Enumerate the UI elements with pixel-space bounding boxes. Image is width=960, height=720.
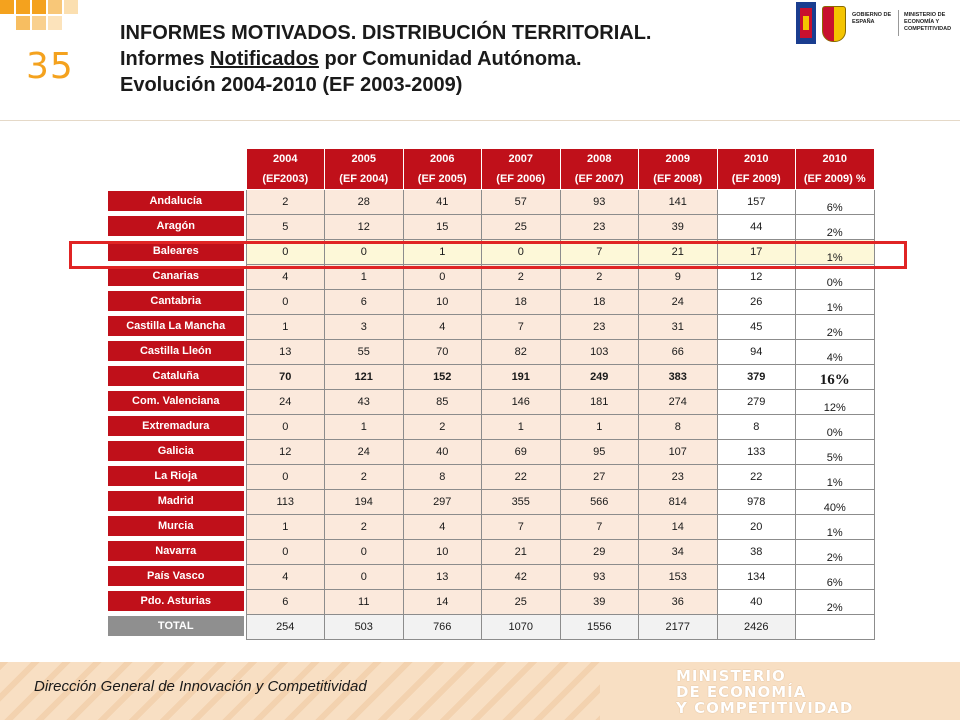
row-label-cell: [106, 615, 246, 640]
value-cell: 25: [482, 590, 561, 615]
value-cell: 0: [246, 540, 325, 565]
row-label: Murcia: [108, 516, 244, 538]
value-cell: 22: [482, 465, 561, 490]
value-cell: 194: [325, 490, 404, 515]
value-cell: 9: [639, 265, 718, 290]
row-label-cell: [106, 190, 246, 215]
percent-cell: 2%: [796, 215, 875, 240]
row-label-cell: [106, 490, 246, 515]
flag-icon: [796, 2, 816, 44]
row-label-cell: [106, 540, 246, 565]
value-cell: 0: [246, 290, 325, 315]
row-label: Baleares: [108, 241, 244, 263]
value-cell: 3: [325, 315, 404, 340]
data-table: [106, 148, 875, 640]
row-label-cell: [106, 415, 246, 440]
value-cell: 0: [482, 240, 561, 265]
value-cell: 39: [560, 590, 639, 615]
value-cell: 11: [325, 590, 404, 615]
percent-cell: 12%: [796, 390, 875, 415]
table-row: [106, 540, 874, 565]
logo-separator: [898, 10, 899, 36]
column-header-sub: (EF 2009) %: [803, 173, 866, 185]
row-label-cell: [106, 515, 246, 540]
value-cell: 36: [639, 590, 718, 615]
title-line-2: [120, 46, 780, 72]
value-2010-cell: 94: [717, 340, 796, 365]
title-line-1: INFORMES MOTIVADOS. DISTRIBUCIÓN TERRITORIAL.: [120, 22, 652, 44]
value-cell: 4: [403, 515, 482, 540]
table-row: [106, 415, 874, 440]
value-cell: 1: [482, 415, 561, 440]
row-label-cell: [106, 315, 246, 340]
row-label-cell: [106, 440, 246, 465]
value-2010-cell: 44: [717, 215, 796, 240]
value-cell: 69: [482, 440, 561, 465]
table-row: [106, 315, 874, 340]
column-header-year: 2009: [665, 153, 690, 165]
value-cell: 766: [403, 615, 482, 640]
value-cell: 2: [325, 515, 404, 540]
column-header-sub: (EF 2008): [653, 173, 703, 185]
value-cell: 25: [482, 215, 561, 240]
value-cell: 1: [403, 240, 482, 265]
value-cell: 181: [560, 390, 639, 415]
row-label: País Vasco: [108, 566, 244, 588]
value-cell: 21: [482, 540, 561, 565]
value-2010-cell: 279: [717, 390, 796, 415]
value-cell: 95: [560, 440, 639, 465]
percent-cell: 1%: [796, 290, 875, 315]
value-cell: 28: [325, 190, 404, 215]
row-label-cell: [106, 565, 246, 590]
table-row: [106, 365, 874, 390]
value-cell: 0: [246, 240, 325, 265]
table-row: [106, 215, 874, 240]
percent-cell: [796, 615, 875, 640]
footer-text: Dirección General de Innovación y Competitividad: [34, 678, 367, 695]
value-2010-cell: 45: [717, 315, 796, 340]
row-label: La Rioja: [108, 466, 244, 488]
row-label-cell: [106, 215, 246, 240]
value-cell: 12: [325, 215, 404, 240]
value-2010-cell: 379: [717, 365, 796, 390]
value-cell: 1070: [482, 615, 561, 640]
title-line-3: Evolución 2004-2010 (EF 2003-2009): [120, 74, 463, 96]
column-header-sub: (EF 2005): [417, 173, 467, 185]
value-cell: 93: [560, 565, 639, 590]
row-label: Canarias: [108, 266, 244, 288]
value-2010-cell: 17: [717, 240, 796, 265]
value-cell: 4: [246, 565, 325, 590]
value-cell: 18: [482, 290, 561, 315]
table-row: [106, 465, 874, 490]
value-cell: 6: [325, 290, 404, 315]
value-cell: 7: [560, 515, 639, 540]
ministry-logo-text: MINISTERIO DE ECONOMÍA Y COMPETITIVIDAD: [904, 12, 952, 32]
value-cell: 2: [325, 465, 404, 490]
column-header: [325, 149, 404, 190]
row-label-cell: [106, 390, 246, 415]
header-blank-cell: [106, 149, 246, 190]
value-cell: 23: [639, 465, 718, 490]
value-cell: 23: [560, 315, 639, 340]
table-row: [106, 190, 874, 215]
table-header-row: [106, 149, 874, 190]
value-cell: 8: [403, 465, 482, 490]
percent-cell: 2%: [796, 315, 875, 340]
table-row: [106, 290, 874, 315]
footer: [0, 662, 960, 720]
value-cell: 8: [639, 415, 718, 440]
percent-cell: 5%: [796, 440, 875, 465]
footer-ministry-line-3: Y COMPETITIVIDAD: [676, 699, 854, 717]
table-row: [106, 590, 874, 615]
column-header: [403, 149, 482, 190]
percent-cell: 6%: [796, 190, 875, 215]
value-cell: 93: [560, 190, 639, 215]
value-cell: 113: [246, 490, 325, 515]
value-cell: 1: [560, 415, 639, 440]
value-cell: 0: [325, 565, 404, 590]
column-header: [796, 149, 875, 190]
table-row: [106, 490, 874, 515]
row-label-cell: [106, 365, 246, 390]
value-cell: 2: [560, 265, 639, 290]
value-cell: 503: [325, 615, 404, 640]
value-2010-cell: 38: [717, 540, 796, 565]
value-cell: 55: [325, 340, 404, 365]
table-row: [106, 240, 874, 265]
percent-cell: 1%: [796, 240, 875, 265]
column-header-sub: (EF2003): [262, 173, 309, 185]
value-cell: 355: [482, 490, 561, 515]
value-2010-cell: 22: [717, 465, 796, 490]
value-cell: 18: [560, 290, 639, 315]
value-cell: 7: [560, 240, 639, 265]
value-cell: 1: [246, 515, 325, 540]
percent-cell: 6%: [796, 565, 875, 590]
value-2010-cell: 133: [717, 440, 796, 465]
table-row: [106, 265, 874, 290]
value-cell: 2177: [639, 615, 718, 640]
value-cell: 566: [560, 490, 639, 515]
value-cell: 27: [560, 465, 639, 490]
table-row: [106, 515, 874, 540]
value-cell: 4: [246, 265, 325, 290]
value-cell: 41: [403, 190, 482, 215]
value-cell: 153: [639, 565, 718, 590]
value-cell: 29: [560, 540, 639, 565]
percent-cell: 0%: [796, 265, 875, 290]
value-cell: 42: [482, 565, 561, 590]
value-cell: 2: [482, 265, 561, 290]
value-cell: 7: [482, 315, 561, 340]
value-cell: 249: [560, 365, 639, 390]
value-cell: 31: [639, 315, 718, 340]
value-cell: 24: [325, 440, 404, 465]
row-label: Andalucía: [108, 191, 244, 213]
value-cell: 70: [403, 340, 482, 365]
value-cell: 191: [482, 365, 561, 390]
value-cell: 146: [482, 390, 561, 415]
title-line-2-underlined: Notificados: [210, 48, 319, 70]
value-2010-cell: 2426: [717, 615, 796, 640]
slide-title: [120, 20, 780, 98]
column-header-year: 2010: [744, 153, 769, 165]
column-header: [246, 149, 325, 190]
row-label: Castilla Lleón: [108, 341, 244, 363]
column-header-sub: (EF 2009): [731, 173, 781, 185]
value-cell: 0: [246, 465, 325, 490]
value-cell: 85: [403, 390, 482, 415]
value-cell: 814: [639, 490, 718, 515]
value-cell: 1: [246, 315, 325, 340]
row-label-cell: [106, 340, 246, 365]
row-label: Castilla La Mancha: [108, 316, 244, 338]
column-header-year: 2007: [508, 153, 533, 165]
header-divider: [0, 120, 960, 121]
table-row: [106, 390, 874, 415]
value-2010-cell: 134: [717, 565, 796, 590]
row-label-cell: [106, 465, 246, 490]
percent-cell: 40%: [796, 490, 875, 515]
row-label: Galicia: [108, 441, 244, 463]
value-cell: 34: [639, 540, 718, 565]
value-cell: 70: [246, 365, 325, 390]
value-cell: 39: [639, 215, 718, 240]
value-cell: 254: [246, 615, 325, 640]
value-cell: 383: [639, 365, 718, 390]
footer-ministry-logo: [676, 668, 853, 716]
value-cell: 1556: [560, 615, 639, 640]
value-2010-cell: 40: [717, 590, 796, 615]
value-cell: 2: [403, 415, 482, 440]
value-cell: 14: [403, 590, 482, 615]
column-header-year: 2008: [587, 153, 612, 165]
column-header: [482, 149, 561, 190]
table-row: [106, 565, 874, 590]
value-2010-cell: 12: [717, 265, 796, 290]
percent-cell: 2%: [796, 540, 875, 565]
percent-cell: 1%: [796, 515, 875, 540]
value-cell: 21: [639, 240, 718, 265]
value-cell: 121: [325, 365, 404, 390]
row-label: Aragón: [108, 216, 244, 238]
value-cell: 2: [246, 190, 325, 215]
percent-cell: 4%: [796, 340, 875, 365]
footer-ministry-line-2: DE ECONOMÍA: [676, 683, 807, 701]
row-label: Cataluña: [108, 366, 244, 388]
value-cell: 10: [403, 540, 482, 565]
row-label-cell: [106, 240, 246, 265]
value-2010-cell: 20: [717, 515, 796, 540]
row-label: Extremadura: [108, 416, 244, 438]
column-header-sub: (EF 2007): [574, 173, 624, 185]
value-cell: 152: [403, 365, 482, 390]
value-cell: 7: [482, 515, 561, 540]
value-cell: 4: [403, 315, 482, 340]
column-header-year: 2005: [351, 153, 376, 165]
value-cell: 12: [246, 440, 325, 465]
value-cell: 43: [325, 390, 404, 415]
row-label: Cantabria: [108, 291, 244, 313]
row-label: Madrid: [108, 491, 244, 513]
value-cell: 5: [246, 215, 325, 240]
government-logo: [796, 2, 956, 44]
value-2010-cell: 978: [717, 490, 796, 515]
title-line-2-pre: Informes: [120, 48, 211, 70]
percent-cell: 16%: [796, 365, 875, 390]
row-label-cell: [106, 265, 246, 290]
gov-text: GOBIERNO DE ESPAÑA: [852, 12, 892, 25]
coat-of-arms-icon: [822, 6, 846, 42]
value-cell: 1: [325, 415, 404, 440]
value-2010-cell: 157: [717, 190, 796, 215]
percent-cell: 0%: [796, 415, 875, 440]
value-cell: 0: [403, 265, 482, 290]
column-header-year: 2006: [430, 153, 455, 165]
value-cell: 82: [482, 340, 561, 365]
column-header: [717, 149, 796, 190]
footer-ministry-line-1: MINISTERIO: [676, 667, 786, 685]
value-cell: 14: [639, 515, 718, 540]
value-cell: 141: [639, 190, 718, 215]
column-header-year: 2004: [273, 153, 298, 165]
value-cell: 23: [560, 215, 639, 240]
value-cell: 66: [639, 340, 718, 365]
value-cell: 10: [403, 290, 482, 315]
value-cell: 274: [639, 390, 718, 415]
row-label: Pdo. Asturias: [108, 591, 244, 613]
value-cell: 1: [325, 265, 404, 290]
column-header-year: 2010: [822, 153, 847, 165]
value-cell: 57: [482, 190, 561, 215]
table-row: [106, 340, 874, 365]
column-header: [560, 149, 639, 190]
table-row: [106, 440, 874, 465]
value-cell: 6: [246, 590, 325, 615]
column-header-sub: (EF 2006): [496, 173, 546, 185]
value-cell: 13: [246, 340, 325, 365]
value-cell: 103: [560, 340, 639, 365]
value-cell: 107: [639, 440, 718, 465]
value-cell: 40: [403, 440, 482, 465]
value-cell: 13: [403, 565, 482, 590]
value-cell: 0: [246, 415, 325, 440]
column-header: [639, 149, 718, 190]
percent-cell: 1%: [796, 465, 875, 490]
percent-cell: 2%: [796, 590, 875, 615]
value-cell: 0: [325, 540, 404, 565]
value-cell: 24: [246, 390, 325, 415]
value-2010-cell: 8: [717, 415, 796, 440]
value-2010-cell: 26: [717, 290, 796, 315]
title-line-2-post: por Comunidad Autónoma.: [318, 48, 582, 70]
value-cell: 24: [639, 290, 718, 315]
value-cell: 15: [403, 215, 482, 240]
row-label-cell: [106, 290, 246, 315]
value-cell: 297: [403, 490, 482, 515]
slide-number: 35: [26, 46, 74, 87]
row-label: Navarra: [108, 541, 244, 563]
row-label: Com. Valenciana: [108, 391, 244, 413]
row-label: TOTAL: [108, 616, 244, 638]
total-row: [106, 615, 874, 640]
column-header-sub: (EF 2004): [339, 173, 389, 185]
value-cell: 0: [325, 240, 404, 265]
row-label-cell: [106, 590, 246, 615]
